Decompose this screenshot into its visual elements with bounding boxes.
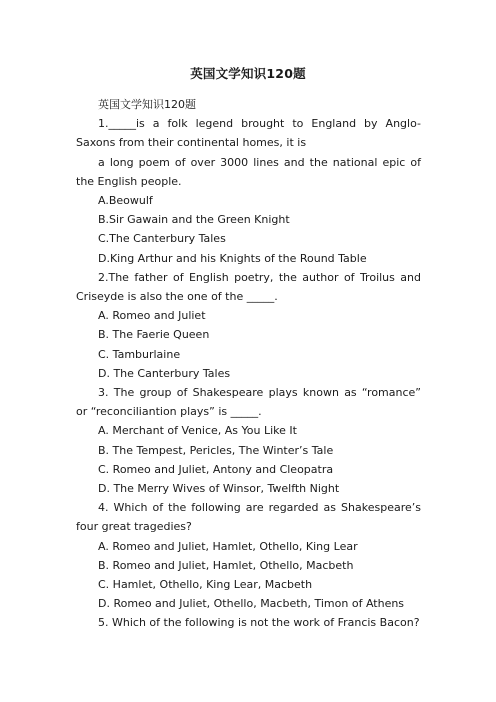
- q5-stem: 5. Which of the following is not the work of Francis Bacon?: [98, 616, 420, 630]
- q1-option-b: B.Sir Gawain and the Green Knight: [98, 213, 290, 227]
- q1-stem-b: a long poem of over 3000 lines and the national epic of the English people.: [76, 155, 421, 188]
- q2-option-c: C. Tamburlaine: [98, 347, 181, 361]
- q1-option-c: C.The Canterbury Tales: [98, 232, 226, 246]
- q3-option-a: A. Merchant of Venice, As You Like It: [98, 424, 297, 438]
- q2-option-b: B. The Faerie Queen: [98, 328, 210, 342]
- q2-option-a: A. Romeo and Juliet: [98, 309, 206, 323]
- q4-option-b: B. Romeo and Juliet, Hamlet, Othello, Macbeth: [98, 558, 354, 572]
- document-title: 英国文学知识120题: [190, 66, 306, 81]
- q3-option-c: C. Romeo and Juliet, Antony and Cleopatra: [98, 462, 334, 476]
- document-body: [76, 95, 421, 633]
- q3-option-d: D. The Merry Wives of Winsor, Twelfth Night: [98, 482, 340, 496]
- q2-option-d: D. The Canterbury Tales: [98, 366, 231, 380]
- q4-option-a: A. Romeo and Juliet, Hamlet, Othello, King Lear: [98, 539, 358, 553]
- q1-option-d: D.King Arthur and his Knights of the Round Table: [98, 251, 367, 265]
- q4-stem: 4. Which of the following are regarded as Shakespeare’s four great tragedies?: [76, 501, 421, 534]
- q1-option-a: A.Beowulf: [98, 194, 153, 208]
- document-subtitle: 英国文学知识120题: [98, 98, 196, 111]
- q2-stem: 2.The father of English poetry, the author of Troilus and Criseyde is also the one of the _____.: [76, 270, 421, 304]
- q3-option-b: B. The Tempest, Pericles, The Winter’s Tale: [98, 443, 334, 457]
- q3-stem: 3. The group of Shakespeare plays known as “romance” or “reconciliantion plays” is _____.: [76, 386, 421, 419]
- q4-option-d: D. Romeo and Juliet, Othello, Macbeth, Timon of Athens: [98, 597, 405, 611]
- q4-option-c: C. Hamlet, Othello, King Lear, Macbeth: [98, 578, 313, 592]
- q1-stem-a: 1._____is a folk legend brought to England by Anglo-Saxons from their continental homes, it is: [76, 117, 421, 150]
